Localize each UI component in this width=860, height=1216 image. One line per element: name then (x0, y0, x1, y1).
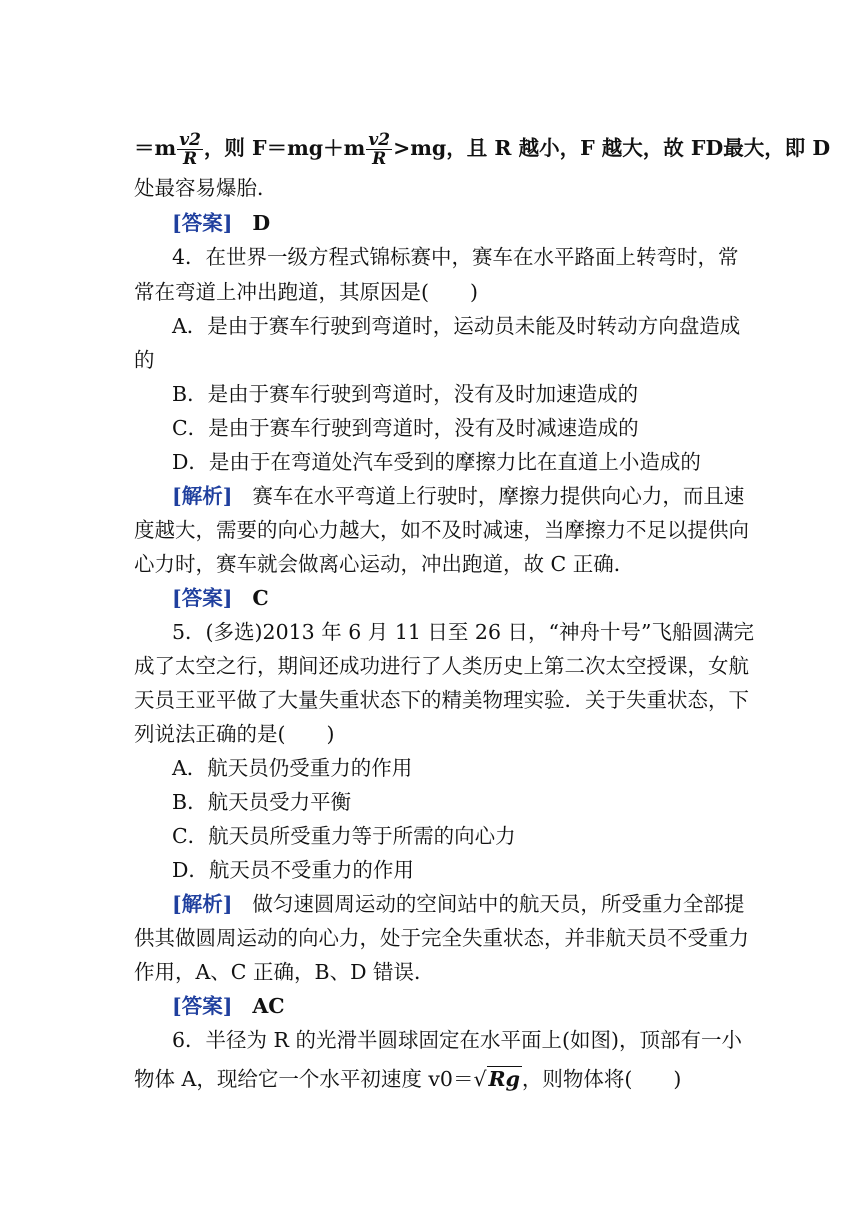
question-5-stem: 成了太空之行，期间还成功进行了人类历史上第二次太空授课，女航 (134, 654, 749, 678)
fraction-numerator: v2 (179, 130, 201, 150)
question-4-option-d: D．是由于在弯道处汽车受到的摩擦力比在直道上小造成的 (172, 450, 701, 474)
question-6-stem (134, 1064, 734, 1094)
formula-text: ，则 F＝mg＋m (203, 136, 366, 160)
formula-text: >mg，且 R 越小，F 越大，故 FD最大，即 D (393, 136, 831, 160)
question-5-option-a: A．航天员仍受重力的作用 (172, 756, 413, 780)
answer-line (172, 991, 772, 1021)
question-5-option-b: B．航天员受力平衡 (172, 790, 352, 814)
answer-tag: [答案] (172, 586, 233, 610)
fraction-v2-over-r (177, 131, 203, 168)
answer-line (172, 208, 772, 238)
square-root-radicand: Rg (488, 1067, 520, 1091)
question-4-option-a: A．是由于赛车行驶到弯道时，运动员未能及时转动方向盘造成 (172, 314, 741, 338)
analysis-tag: [解析] (172, 892, 233, 916)
analysis-text: 做匀速圆周运动的空间站中的航天员，所受重力全部提 (252, 892, 745, 916)
fraction-numerator: v2 (368, 130, 391, 150)
question-4-option-c: C．是由于赛车行驶到弯道时，没有及时减速造成的 (172, 416, 639, 440)
answer-value: D (252, 211, 271, 235)
question-4-option-b: B．是由于赛车行驶到弯道时，没有及时加速造成的 (172, 382, 639, 406)
question-5-option-d: D．航天员不受重力的作用 (172, 858, 414, 882)
question-5-stem: 5．(多选)2013 年 6 月 11 日至 26 日，“神舟十号”飞船圆满完 (172, 620, 754, 644)
analysis-text: 赛车在水平弯道上行驶时，摩擦力提供向心力，而且速 (252, 484, 745, 508)
question-5-analysis: 供其做圆周运动的向心力，处于完全失重状态，并非航天员不受重力 (134, 926, 749, 950)
question-4-analysis: 度越大，需要的向心力越大，如不及时减速，当摩擦力不足以提供向 (134, 518, 749, 542)
question-4-stem: 常在弯道上冲出跑道，其原因是( ) (134, 280, 478, 304)
question-4-analysis (172, 481, 772, 511)
answer-value: C (252, 586, 269, 610)
paragraph-line: 处最容易爆胎． (134, 176, 278, 200)
question-5-stem: 天员王亚平做了大量失重状态下的精美物理实验．关于失重状态，下 (134, 688, 749, 712)
question-5-stem: 列说法正确的是( ) (134, 722, 335, 746)
question-5-analysis: 作用，A、C 正确，B、D 错误． (134, 960, 435, 984)
answer-value: AC (252, 994, 285, 1018)
answer-tag: [答案] (172, 211, 233, 235)
analysis-tag: [解析] (172, 484, 233, 508)
square-root: √Rg (473, 1067, 520, 1091)
question-4-option-a: 的 (134, 348, 155, 372)
question-6-stem: 6．半径为 R 的光滑半圆球固定在水平面上(如图)，顶部有一小 (172, 1028, 743, 1052)
fraction-v2-over-r (366, 131, 392, 168)
question-text: ，则物体将( ) (521, 1067, 682, 1091)
fraction-denominator: R (372, 149, 387, 169)
question-5-option-c: C．航天员所受重力等于所需的向心力 (172, 824, 516, 848)
question-text: 物体 A，现给它一个水平初速度 v0＝ (134, 1067, 474, 1091)
formula-text: ＝m (134, 136, 177, 160)
question-5-analysis (172, 889, 772, 919)
fraction-denominator: R (182, 149, 198, 169)
answer-line (172, 583, 772, 613)
question-4-analysis: 心力时，赛车就会做离心运动，冲出跑道，故 C 正确． (134, 552, 635, 576)
question-4-stem: 4．在世界一级方程式锦标赛中，赛车在水平路面上转弯时，常 (172, 245, 739, 269)
answer-tag: [答案] (172, 994, 233, 1018)
formula-line (134, 126, 831, 170)
